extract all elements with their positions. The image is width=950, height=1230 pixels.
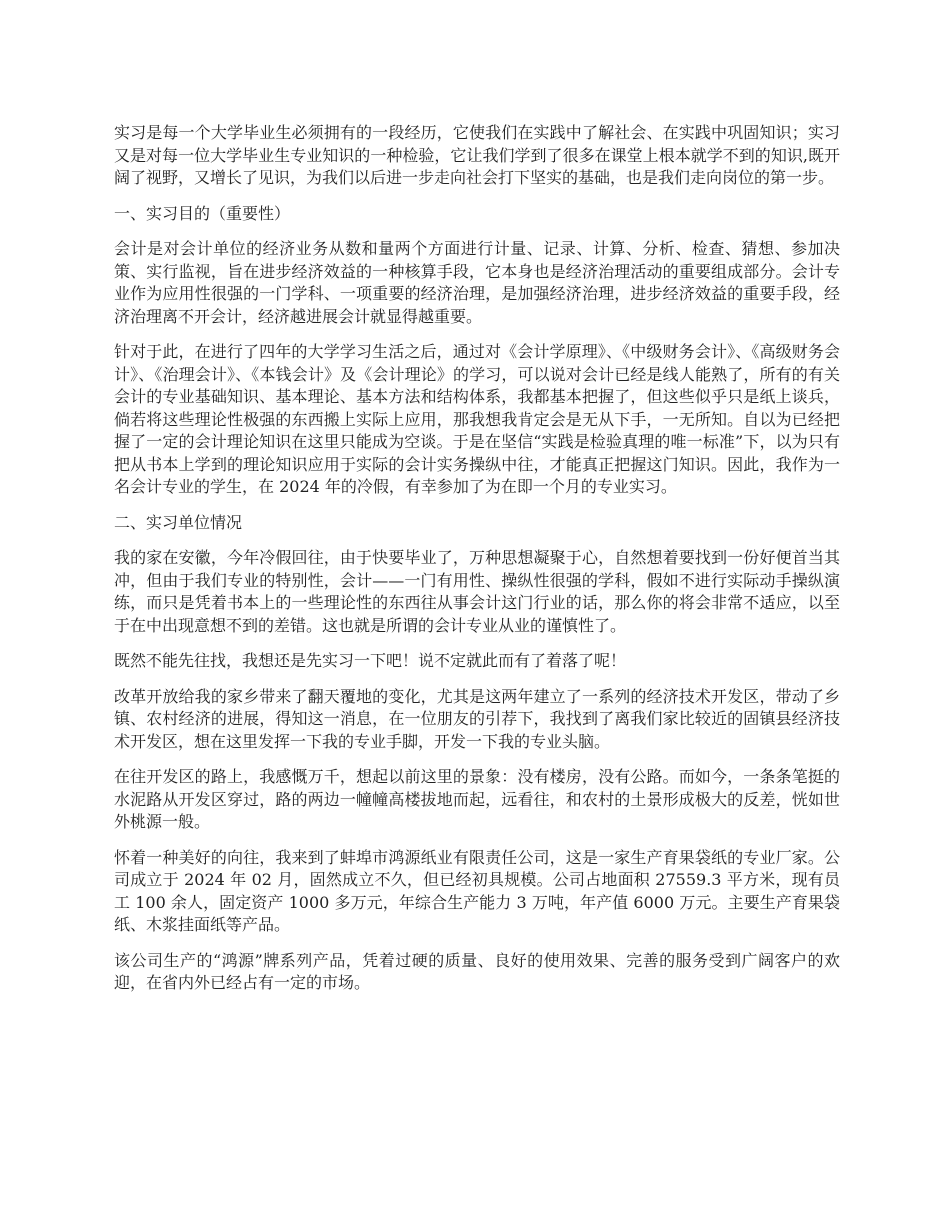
unit-paragraph-1: 我的家在安徽，今年冷假回往，由于快要毕业了，万种思想凝聚于心，自然想着要找到一份好便首当其冲，但由于我们专业的特别性，会计——一门有用性、操纵性很强的学科，假如不进行实际动手操纵演练，而只是凭着书本上的一些理论性的东西往从事会计这门行业的话，那么你的将会非常不适应，以至于在中出现意想不到的差错。这也就是所谓的会计专业从业的谨慎性了。 [114, 548, 840, 635]
unit-paragraph-5: 怀着一种美好的向往，我来到了蚌埠市鸿源纸业有限责任公司，这是一家生产育果袋纸的专业厂家。公司成立于 2024 年 02 月，固然成立不久，但已经初具规模。公司占地面积 27559.3 平方米，现有员工 100 余人，固定资产 1000 多万元，年综合生产能力 3 万吨，年产值 6000 万元。主要生产育果袋纸、木浆挂面纸等产品。 [114, 847, 840, 934]
document-body [114, 122, 840, 1008]
intro-paragraph: 实习是每一个大学毕业生必须拥有的一段经历，它使我们在实践中了解社会、在实践中巩固知识；实习又是对每一位大学毕业生专业知识的一种检验，它让我们学到了很多在课堂上根本就学不到的知识,既开阔了视野，又增长了见识，为我们以后进一步走向社会打下坚实的基础，也是我们走向岗位的第一步。 [114, 123, 840, 187]
unit-paragraph-3: 改革开放给我的家乡带来了翻天覆地的变化，尤其是这两年建立了一系列的经济技术开发区，带动了乡镇、农村经济的进展，得知这一消息，在一位朋友的引荐下，我找到了离我们家比较近的固镇县经济技术开发区，想在这里发挥一下我的专业手脚，开发一下我的专业头脑。 [114, 686, 840, 751]
section-heading-purpose: 一、实习目的（重要性） [114, 203, 291, 223]
purpose-paragraph-2: 针对于此，在进行了四年的大学学习生活之后，通过对《会计学原理》、《中级财务会计》、《高级财务会计》、《治理会计》、《本钱会计》及《会计理论》的学习，可以说对会计已经是线人能熟了，所有的有关会计的专业基础知识、基本理论、基本方法和结构体系，我都基本把握了，但这些似乎只是纸上谈兵，倘若将这些理论性极强的东西搬上实际上应用，那我想我肯定会是无从下手，一无所知。自以为已经把握了一定的会计理论知识在这里只能成为空谈。于是在坚信“实践是检验真理的唯一标准”下，以为只有把从书本上学到的理论知识应用于实际的会计实务操纵中往，才能真正把握这门知识。因此，我作为一名会计专业的学生，在 2024 年的冷假，有幸参加了为在即一个月的专业实习。 [114, 342, 840, 496]
unit-paragraph-4: 在往开发区的路上，我感慨万千，想起以前这里的景象：没有楼房，没有公路。而如今，一条条笔挺的水泥路从开发区穿过，路的两边一幢幢高楼拔地而起，远看往，和农村的土景形成极大的反差，恍如世外桃源一般。 [114, 767, 840, 831]
section-heading-unit: 二、实习单位情况 [114, 512, 243, 532]
purpose-paragraph-1: 会计是对会计单位的经济业务从数和量两个方面进行计量、记录、计算、分析、检查、猜想、参加决策、实行监视，旨在进步经济效益的一种核算手段，它本身也是经济治理活动的重要组成部分。会计专业作为应用性很强的一门学科、一项重要的经济治理，是加强经济治理，进步经济效益的重要手段，经济治理离不开会计，经济越进展会计就显得越重要。 [114, 239, 840, 326]
unit-paragraph-2: 既然不能先往找，我想还是先实习一下吧！说不定就此而有了着落了呢！ [114, 651, 627, 670]
unit-paragraph-6: 该公司生产的“鸿源”牌系列产品，凭着过硬的质量、良好的使用效果、完善的服务受到广阔客户的欢迎，在省内外已经占有一定的市场。 [114, 950, 840, 992]
